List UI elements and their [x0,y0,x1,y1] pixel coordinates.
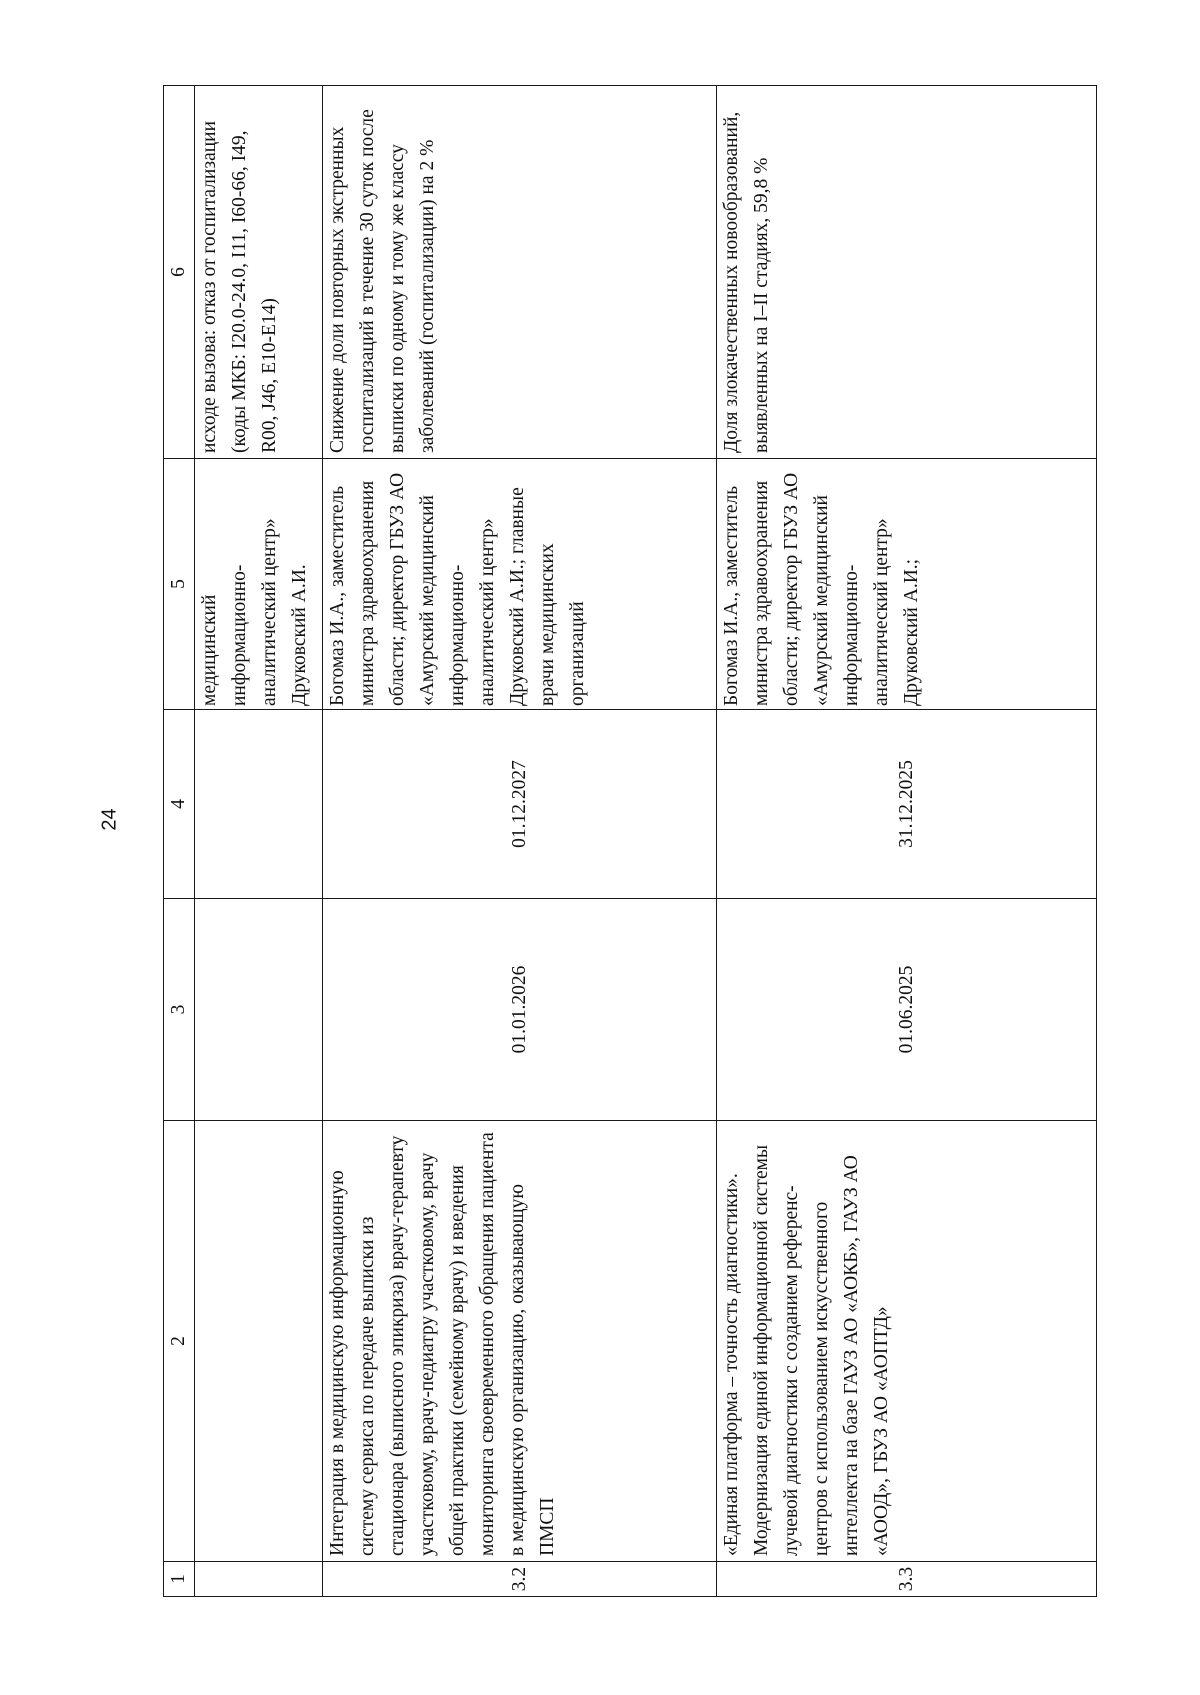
expected-result: Снижение доли повторных экстренных госпитализаций в течение 30 суток после выписки по одному и тому же классу заболеваний (госпитализации) на 2 % [323,86,717,459]
measure-name: «Единая платформа – точность диагностики». Модернизация единой информационной системы лучевой диагностики с созданием референс-центров с использованием искусственного интеллекта на базе ГАУЗ АО «АОКБ», ГАУЗ АО «АООД», ГБУЗ АО «АОПТД» [717,1121,1097,1562]
table-row [717,86,1097,1597]
start-date [195,899,323,1121]
header-cell-1: 1 [164,1562,195,1597]
table-row [323,86,717,1597]
header-cell-3: 3 [164,899,195,1121]
start-date: 01.06.2025 [717,899,1097,1121]
expected-result: исходе вызова: отказ от госпитализации (коды МКБ: I20.0-24.0, I11, I60-66, I49, R00, J46, E10-E14) [195,86,323,459]
end-date [195,710,323,899]
header-cell-6: 6 [164,86,195,459]
header-cell-5: 5 [164,459,195,710]
executors: Богомаз И.А., заместитель министра здравоохранения области; директор ГБУЗ АО «Амурский медицинский информационно-аналитический центр» Друковский А.И.; главные врачи медицинских организаций [323,459,717,710]
page-number: 24 [98,808,121,831]
row-number: 3.2 [323,1562,717,1597]
header-cell-4: 4 [164,710,195,899]
end-date: 01.12.2027 [323,710,717,899]
executors: медицинский информационно-аналитический центр» Друковский А.И. [195,459,323,710]
measure-name [195,1121,323,1562]
row-number [195,1562,323,1597]
executors: Богомаз И.А., заместитель министра здравоохранения области; директор ГБУЗ АО «Амурский медицинский информационно-аналитический центр» Друковский А.И.; [717,459,1097,710]
measure-name: Интеграция в медицинскую информационную систему сервиса по передаче выписки из стационара (выписного эпикриза) врачу-терапевту участковому, врачу-педиатру участковому, врачу общей практики (семейному врачу) и введения мониторинга своевременного обращения пациента в медицинскую организацию, оказывающую ПМСП [323,1121,717,1562]
start-date: 01.01.2026 [323,899,717,1121]
header-row [164,86,195,1597]
rotated-table-wrapper [163,86,1095,1597]
header-cell-2: 2 [164,1121,195,1562]
expected-result: Доля злокачественных новообразований, выявленных на I–II стадиях, 59,8 % [717,86,1097,459]
end-date: 31.12.2025 [717,710,1097,899]
table-row [195,86,323,1597]
row-number: 3.3 [717,1562,1097,1597]
plan-table [163,85,1097,1597]
